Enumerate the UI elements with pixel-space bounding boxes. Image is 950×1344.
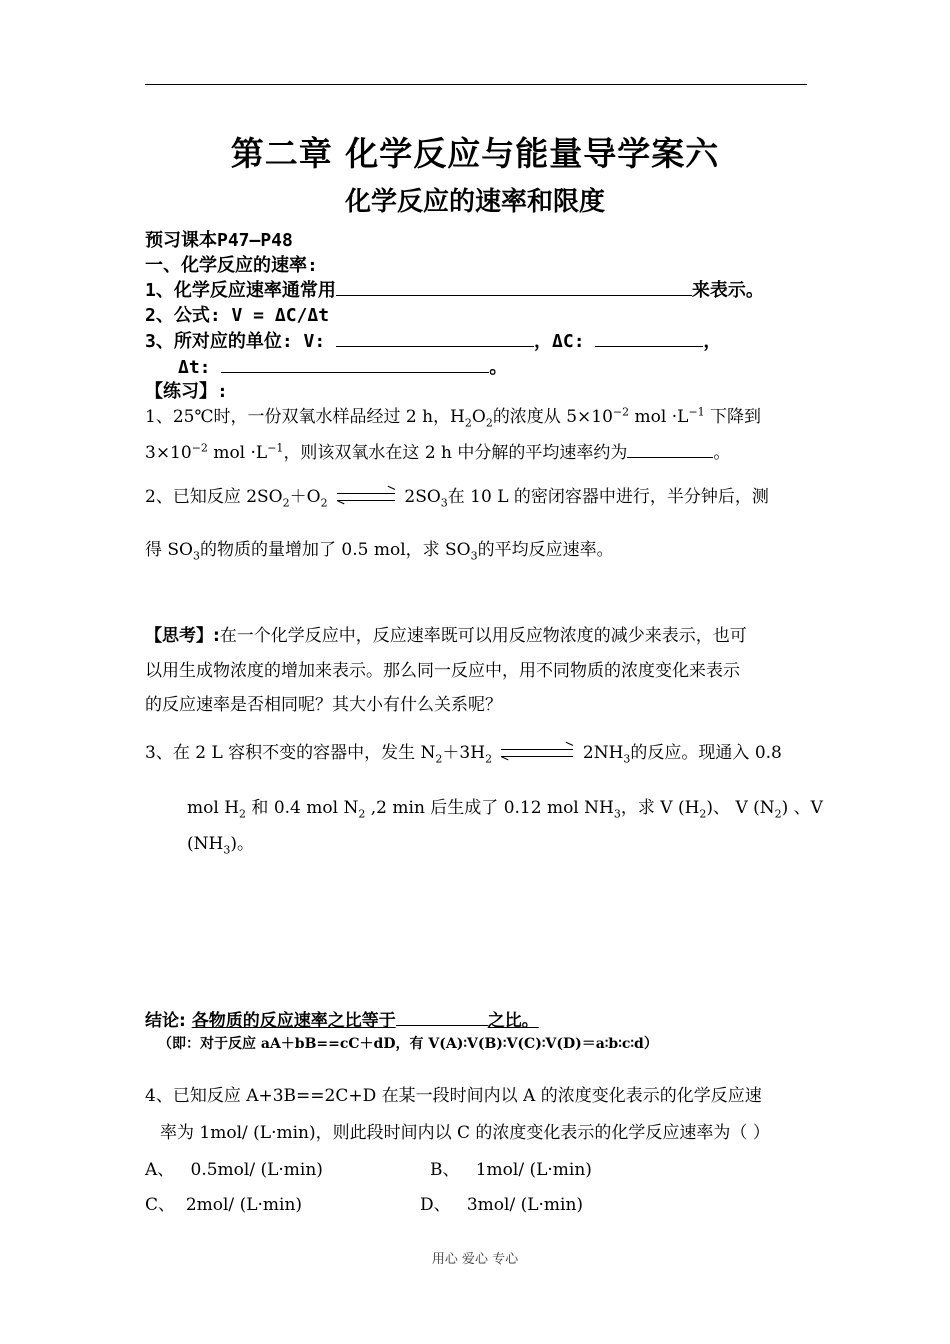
conclusion-line: 结论: 各物质的反应速率之比等于 之比。 bbox=[145, 1011, 539, 1031]
option-d[interactable]: D、 3mol/ (L·min) bbox=[420, 1195, 584, 1215]
page-footer: 用心 爱心 专心 bbox=[431, 1252, 519, 1267]
option-a[interactable]: A、 0.5mol/ (L·min) bbox=[145, 1160, 323, 1180]
q3-dt: Δt: bbox=[178, 357, 211, 378]
practice-2-line-1: 2、已知反应 $2SO_2+O_2$ $2SO_3$在 10 L 的密闭容器中进行，半分钟后，测 bbox=[145, 487, 769, 510]
q1-suffix: 来表示。 bbox=[691, 280, 764, 301]
q1-blank[interactable] bbox=[336, 279, 692, 296]
equilibrium-arrow-icon bbox=[333, 489, 399, 507]
preview-line: 预习课本P47—P48 bbox=[145, 230, 293, 251]
q3-comma: ， bbox=[703, 331, 722, 352]
q1-prefix: 1、化学反应速率通常用 bbox=[145, 280, 336, 301]
q3-prefix: 3、所对应的单位: V: bbox=[145, 331, 326, 352]
option-c[interactable]: C、 2mol/ (L·min) bbox=[145, 1195, 303, 1215]
blank-dt-unit[interactable] bbox=[221, 356, 489, 373]
conclusion-label: 结论: bbox=[145, 1011, 186, 1031]
blank-v-unit[interactable] bbox=[336, 330, 534, 347]
formula-line: 2、公式: V = ΔC/Δt bbox=[145, 305, 330, 326]
question-4-line-1: 4、已知反应 A+3B==2C+D 在某一段时间内以 A 的浓度变化表示的化学反应速 bbox=[145, 1086, 762, 1106]
option-b[interactable]: B、 1mol/ (L·min) bbox=[430, 1160, 592, 1180]
equilibrium-arrow-icon bbox=[497, 745, 577, 763]
practice-heading: 【练习】: bbox=[145, 381, 228, 402]
question-3-line-1: 3、在 2 L 容积不变的容器中，发生 $N_2+3H_2$ $2NH_3$的反应。现通入 0.8 bbox=[145, 743, 782, 766]
think-line-2: 以用生成物浓度的增加来表示。那么同一反应中，用不同物质的浓度变化来表示 bbox=[145, 661, 740, 681]
question-3-line-3: $(NH_3)$。 bbox=[187, 834, 254, 857]
question-4-line-2: 率为 1mol/ (L·min)，则此段时间内以 C 的浓度变化表示的化学反应速率为（ ） bbox=[160, 1123, 770, 1143]
question-1-fill bbox=[145, 276, 764, 302]
units-line-2 bbox=[178, 353, 507, 379]
question-3-line-2: mol $H_2$ 和 0.4 mol $N_2$ ,2 min 后生成了 0.12 mol $NH_3$，求 V $(H_2)$、 V $(N_2)$ 、V bbox=[187, 798, 823, 821]
units-line bbox=[145, 327, 721, 353]
p1-answer-blank[interactable] bbox=[627, 441, 713, 458]
conclusion-blank[interactable] bbox=[396, 1011, 488, 1026]
q3-end: 。 bbox=[489, 357, 508, 378]
think-heading: 【思考】: bbox=[145, 626, 220, 646]
think-line-3: 的反应速率是否相同呢？其大小有什么关系呢？ bbox=[145, 695, 502, 715]
section-heading-rate: 一、化学反应的速率: bbox=[145, 255, 318, 276]
conclusion-note: （即：对于反应 aA＋bB==cC＋dD，有 V(A)∶V(B)∶V(C)∶V(D)＝a∶b∶c∶d） bbox=[158, 1036, 658, 1052]
practice-1-line-1: 1、25℃时，一份双氧水样品经过 2 h，$H_2O_2$的浓度从 $5\times 10^{-2}$ mol $\cdot L^{-1}$ 下降到 bbox=[145, 405, 762, 430]
page-subtitle: 化学反应的速率和限度 bbox=[344, 187, 605, 217]
blank-dc-unit[interactable] bbox=[595, 330, 703, 347]
think-line-1: 【思考】:在一个化学反应中，反应速率既可以用反应物浓度的减少来表示，也可 bbox=[145, 626, 747, 646]
q3-dc: ，ΔC: bbox=[534, 331, 585, 352]
header-rule bbox=[145, 84, 807, 85]
page-title: 第二章 化学反应与能量导学案六 bbox=[230, 134, 720, 173]
practice-2-line-2: 得 $SO_3$的物质的量增加了 0.5 mol，求 $SO_3$的平均反应速率。 bbox=[145, 540, 614, 563]
practice-1-line-2: $3\times 10^{-2}$ mol $\cdot L^{-1}$，则该双氧水在这 2 h 中分解的平均速率约为 。 bbox=[145, 441, 731, 463]
